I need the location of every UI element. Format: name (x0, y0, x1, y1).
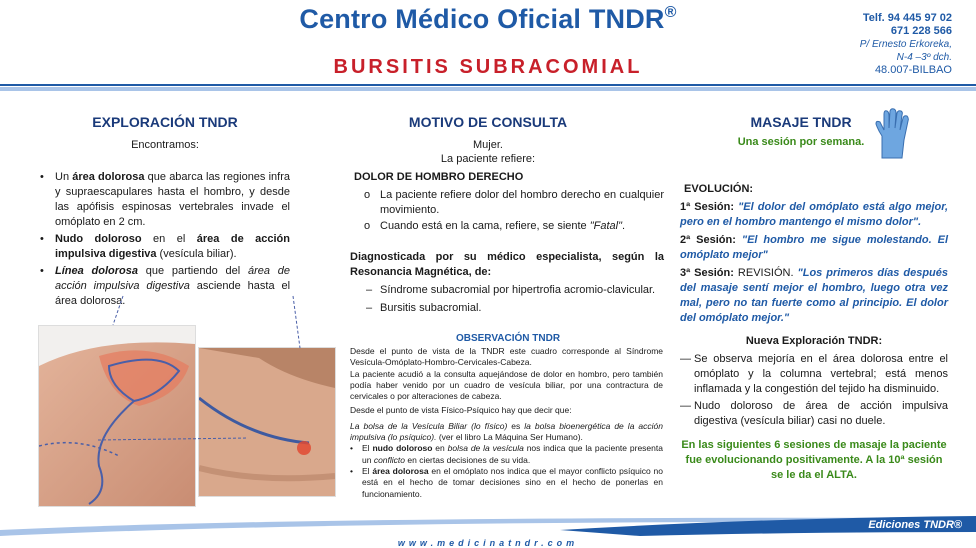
registered-mark: ® (664, 4, 677, 21)
phone-1: Telf. 94 445 97 02 (862, 12, 952, 24)
motivo-heading: DOLOR DE HOMBRO DERECHO (354, 171, 524, 183)
pointer-arrows (38, 290, 338, 460)
observacion-p2: La paciente acudió a la consulta aquejándose de dolor en hombro, pero también podía haber venido por un cuadro de vesícula biliar, por una contractura de cervicales o por alteraciones de cabeza. (350, 368, 663, 402)
observacion-p1: Desde el punto de vista de la TNDR este cuadro corresponde al Síndrome Vesícula-Omóplato-Hombro-Cervicales-Cabeza. (350, 346, 663, 368)
exploracion-list (40, 170, 290, 309)
observacion-body (350, 346, 663, 500)
motivo-line-1: Mujer. (473, 139, 503, 151)
observacion-title: OBSERVACIÓN TNDR (455, 333, 561, 344)
contact-block (860, 12, 952, 77)
exploracion-intro: Encontramos: (131, 139, 199, 151)
final-note: En las siguientes 6 sesiones de masaje la paciente fue evolucionando positivamente. A la 10ª sesión se le da el ALTA. (681, 439, 947, 481)
brand-logo: Ediciones TNDR® (868, 519, 962, 531)
address-city: 48.007-BILBAO (874, 64, 952, 76)
masaje-title: MASAJE TNDR (750, 114, 852, 130)
list-item: • Nudo doloroso en el área de acción impulsiva digestiva (vesícula biliar). (40, 233, 290, 260)
page-subtitle: BURSITIS SUBRACOMIAL (333, 56, 643, 78)
page-title: Centro Médico Oficial TNDR® (299, 4, 677, 34)
list-item: – Bursitis subacromial. (366, 302, 482, 314)
masaje-frequency: Una sesión por semana. (737, 136, 865, 148)
nueva-exploracion-list (680, 352, 948, 429)
evolucion-title: EVOLUCIÓN: (684, 183, 754, 195)
observacion-p3: Desde el punto de vista Físico-Psíquico hay que decir que: (350, 405, 572, 416)
motivo-title: MOTIVO DE CONSULTA (408, 114, 568, 130)
motivo-list (364, 188, 664, 234)
session-2: 2ª Sesión: "El hombro me sigue molestando. El omóplato mejor" (680, 234, 949, 261)
website-link[interactable]: www.medicinatndr.com (397, 538, 579, 548)
motivo-diagnosis: Diagnosticada por su médico especialista, según la Resonancia Magnética, de: (350, 251, 664, 278)
glove-icon (872, 108, 916, 160)
list-item: • El área dolorosa en el omóplato nos indica que el mayor conflicto psíquico no está en el hecho de tomar decisiones sino en el hecho de ponerlas en funcionamiento. (350, 465, 663, 499)
list-item: • Línea dolorosa que partiendo del área de acción impulsiva digestiva asciende hasta el área dolorosa. (40, 265, 291, 307)
observacion-list (350, 443, 663, 499)
evolucion-list (680, 200, 948, 326)
address-line-2: N-4 –3º dch. (896, 52, 952, 63)
list-item: o La paciente refiere dolor del hombro derecho en cualquier movimiento. (364, 189, 664, 216)
exploracion-title: EXPLORACIÓN TNDR (92, 114, 238, 130)
header-divider (0, 82, 976, 92)
motivo-line-2: La paciente refiere: (440, 153, 536, 165)
list-item: — Se observa mejoría en el área dolorosa entre el omóplato y la columna vertebral; está menos inflamada y la congestión del tejido ha disminuido. (680, 353, 948, 395)
list-item: • Un área dolorosa que abarca las regiones infra y supraescapulares hasta el hombro, y desde las apófisis espinosas vertebrales invade el omóplato en 2 cm. (40, 171, 290, 228)
observacion-p4: La bolsa de la Vesícula Biliar (lo físico) es la bolsa bioenergética de la acción impulsiva (lo psíquico). (ver el libro La Máquina Ser Humano). (350, 420, 664, 443)
session-1: 1ª Sesión: "El dolor del omóplato está algo mejor, pero en el hombro mantengo el mismo dolor". (680, 201, 948, 228)
nueva-exploracion-title: Nueva Exploración TNDR: (745, 335, 883, 347)
list-item: • El nudo doloroso en bolsa de la vesícula nos indica que la paciente presenta un conflicto en ciertas decisiones de su vida. (350, 443, 663, 465)
diagnosis-list (366, 283, 666, 316)
list-item: – Síndrome subacromial por hipertrofia acromio-clavicular. (366, 284, 656, 296)
list-item: — Nudo doloroso de área de acción impulsiva digestiva (vesícula biliar) casi no duele. (680, 400, 948, 427)
address-line-1: P/ Ernesto Erkoreka, (859, 39, 952, 50)
phone-2: 671 228 566 (890, 25, 952, 37)
list-item: o Cuando está en la cama, refiere, se siente "Fatal". (364, 220, 626, 232)
session-3: 3ª Sesión: REVISIÓN. "Los primeros días después del masaje sentí mejor el hombro, luego otra vez mal, pero no tan fuerte como al principio. El dolor del omóplato mejor." (680, 267, 948, 324)
